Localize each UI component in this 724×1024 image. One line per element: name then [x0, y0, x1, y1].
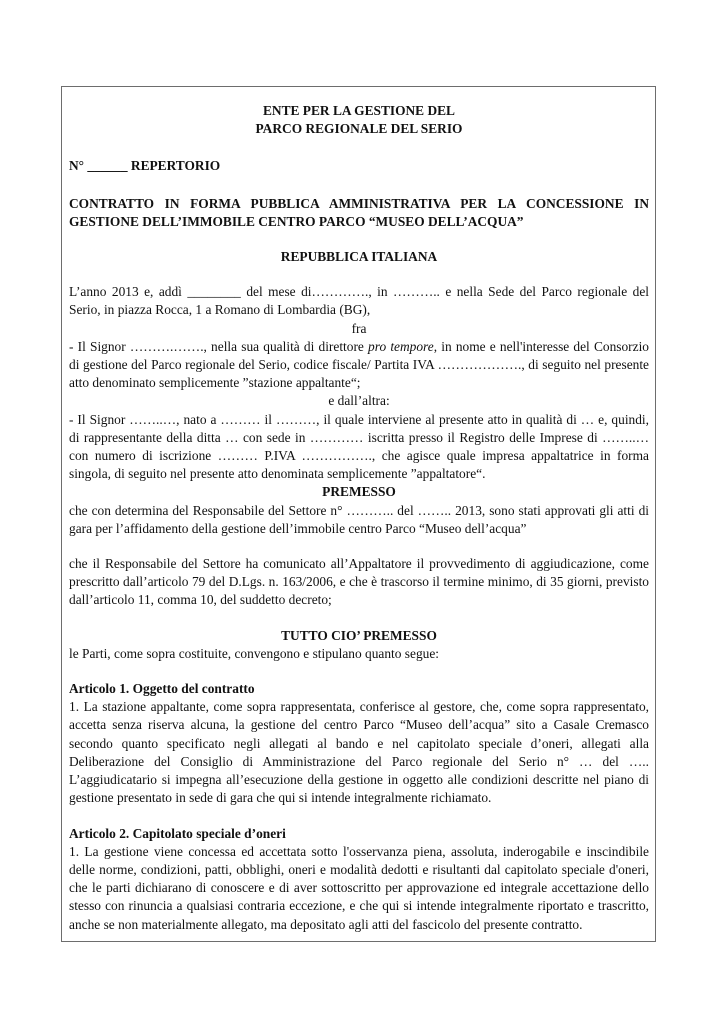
tutto-heading: TUTTO CIO’ PREMESSO	[281, 627, 437, 643]
header-line-2: PARCO REGIONALE DEL SERIO	[255, 121, 463, 137]
party-2-paragraph: - Il Signor ……..…, nato a ……… il ………, il quale interviene al presente atto in qualità di … e, quindi, di rappresentante della ditta … con sede in ………… iscritta presso il Registro delle Imprese di ……..…con numero di iscrizione ……… P.IVA ……………., che agisce quale impresa appaltatrice in forma singola, di seguito nel presente atto denominata semplicemente ”appaltatore“.	[69, 411, 649, 482]
article-2-title: Articolo 2. Capitolato speciale d’oneri	[69, 825, 286, 841]
premesso-paragraph-2: che il Responsabile del Settore ha comunicato all’Appaltatore il provvedimento di aggiudicazione, come prescritto dall’articolo 79 del D.Lgs. n. 163/2006, e che è trascorso il termine minimo, di 35 giorni, previsto dall’articolo 11, comma 10, del suddetto decreto;	[69, 556, 649, 608]
tutto-paragraph: le Parti, come sopra costituite, convengono e stipulano quanto segue:	[69, 645, 440, 661]
contract-title: CONTRATTO IN FORMA PUBBLICA AMMINISTRATIVA PER LA CONCESSIONE IN GESTIONE DELL’IMMOBILE CENTRO PARCO “MUSEO DELL’ACQUA”	[69, 195, 649, 229]
party-1-text-a: - Il Signor ……….……., nella sua qualità di direttore	[69, 338, 369, 354]
article-1-text: 1. La stazione appaltante, come sopra rappresentata, conferisce al gestore, che, come sopra rappresentato, accetta senza riserva alcuna, la gestione del centro Parco “Museo dell’acqua” sito a Casale Cremasco secondo quanto specificato negli allegati al bando e nel capitolato speciale d’oneri, allegati alla Deliberazione del Consiglio di Amministrazione del Parco regionale del Serio n° … del ….. L’aggiudicatario si impegna all’esecuzione della gestione in oggetto alle condizioni descritte nel piano di gestione presentato in sede di gara che qui si intende integralmente richiamato.	[69, 699, 649, 806]
party-1-text-b: , in nome e nell'interesse del Consorzio di gestione del Parco regionale del Serio, codice fiscale/ Partita IVA ………………., di seguito nel presente atto denominato semplicemente ”stazione appaltante“;	[69, 338, 649, 391]
article-1-title: Articolo 1. Oggetto del contratto	[69, 681, 255, 697]
premesso-heading: PREMESSO	[322, 484, 396, 500]
party-1-paragraph	[69, 338, 649, 393]
repertorio: N° ______ REPERTORIO	[69, 158, 221, 174]
article-2-text: 1. La gestione viene concessa ed accettata sotto l'osservanza piena, assoluta, inderogabile e inscindibile delle norme, condizioni, patti, obblighi, oneri e modalità dedotti e risultanti dal capitolato speciale d'oneri, che le parti dichiarano di conoscere e di aver sottoscritto per approvazione ed integrale accettazione dello stesso con rinuncia a qualsiasi contraria eccezione, e che qui si intende integralmente riportato e trascritto, anche se non materialmente allegato, ma depositato agli atti del fascicolo del presente contratto.	[69, 843, 649, 932]
premesso-paragraph-1: che con determina del Responsabile del Settore n° ……….. del …….. 2013, sono stati approvati gli atti di gara per l’affidamento della gestione dell’immobile centro Parco “Museo dell’acqua”	[69, 502, 649, 536]
fra-label: fra	[351, 320, 367, 336]
header-line-1: ENTE PER LA GESTIONE DEL	[263, 103, 455, 118]
party-1-italic: pro tempore	[368, 338, 434, 354]
dallaltra-label: e dall’altra:	[328, 393, 390, 409]
republic-heading: REPUBBLICA ITALIANA	[280, 249, 438, 265]
intro-paragraph: L’anno 2013 e, addì ________ del mese di…………., in ……….. e nella Sede del Parco regionale del Serio, in piazza Rocca, 1 a Romano di Lombardia (BG),	[69, 284, 649, 318]
document-body	[69, 102, 649, 934]
